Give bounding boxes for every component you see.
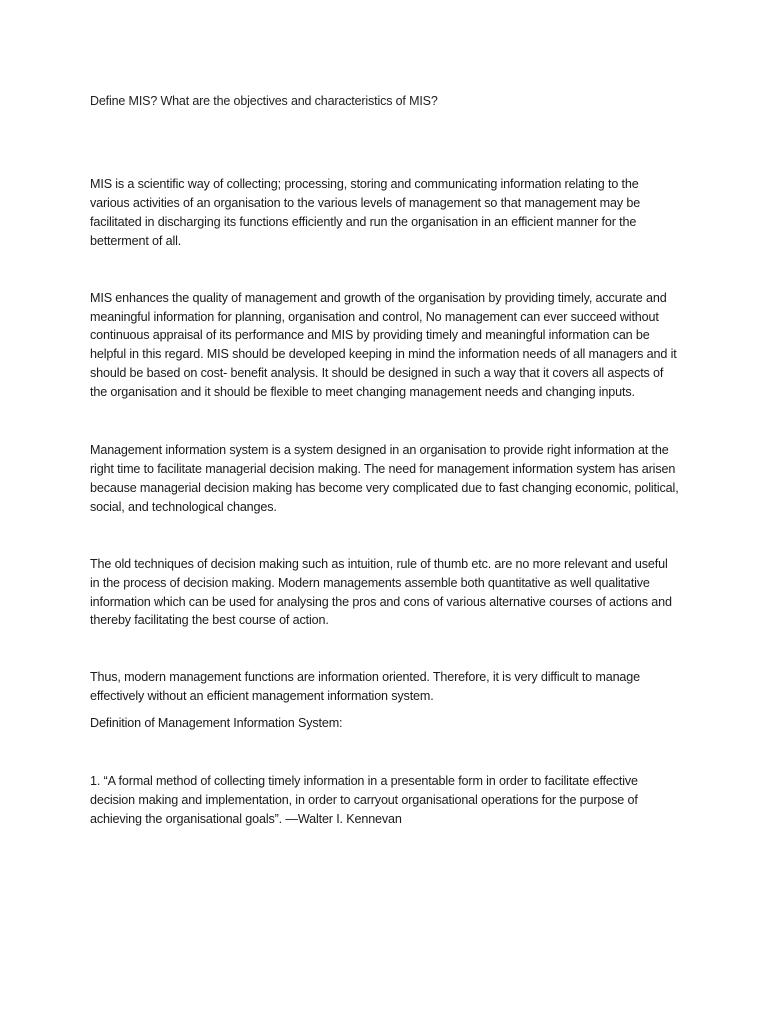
definition-item: 1. “A formal method of collecting timely information in a presentable form in order to facilitate effective decision making and implementation, in order to carryout organisational operations for the purpose of achieving the organisational goals”. —Walter I. Kennevan xyxy=(90,774,638,826)
paragraph-mis-system: Management information system is a system designed in an organisation to provide right information at the right time to facilitate managerial decision making. The need for management information system has arisen because managerial decision making has become very complicated due to fast changing economic, political, social, and technological changes. xyxy=(90,443,679,514)
paragraph-decision-techniques: The old techniques of decision making such as intuition, rule of thumb etc. are no more relevant and useful in the process of decision making. Modern managements assemble both quantitative as well qualitative information which can be used for analysing the pros and cons of various alternative courses of actions and thereby facilitating the best course of action. xyxy=(90,556,672,628)
paragraph-mis-definition: MIS is a scientific way of collecting; processing, storing and communicating information relating to the various activities of an organisation to the various levels of management so that management may be facilitated in discharging its functions efficiently and run the organisation in an efficient manner for the betterment of all. xyxy=(90,177,641,248)
definition-heading: Definition of Management Information System: xyxy=(90,716,343,731)
paragraph-mis-quality: MIS enhances the quality of management and growth of the organisation by providing timely, accurate and meaningful information for planning, organisation and control, No management can ever succeed without continuous appraisal of its performance and MIS by providing timely and meaningful information can be helpful in this regard. MIS should be developed keeping in mind the information needs of all managers and it should be based on cost- benefit analysis. It should be designed in such a way that it covers all aspects of the organisation and it should be flexible to meet changing management needs and changing inputs. xyxy=(90,290,677,400)
document-body xyxy=(90,92,680,829)
document-question-title: Define MIS? What are the objectives and characteristics of MIS? xyxy=(90,94,438,108)
paragraph-information-oriented: Thus, modern management functions are information oriented. Therefore, it is very difficult to manage effectively without an efficient management information system. xyxy=(90,670,640,704)
